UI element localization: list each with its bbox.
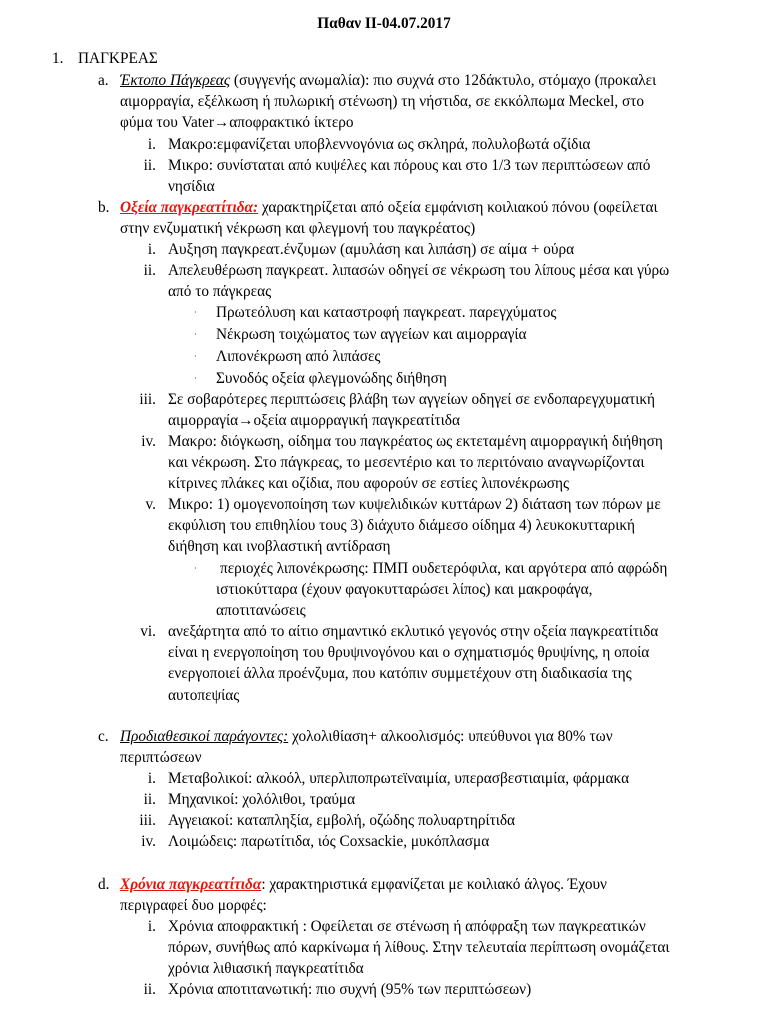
bullet-item: Λιπονέκρωση από λιπάσες: [216, 348, 381, 365]
bullet-dot-icon: ·: [194, 352, 197, 361]
item-b-iii: [168, 389, 738, 431]
item-b-text-2: στην ενζυματική νέκρωση και φλεγμονή του παγκρέατος): [120, 220, 476, 238]
item-b-i-marker: i.: [147, 241, 156, 258]
item-c-marker: c.: [98, 728, 109, 745]
item-b-text-1: χαρακτηρίζεται από οξεία εμφάνιση κοιλιακού πόνου (οφείλεται: [258, 199, 658, 216]
item-a-term: Έκτοπο Πάγκρεας: [120, 72, 231, 89]
item-b-iii-marker: iii.: [139, 391, 156, 408]
item-a-text-2: αιμορραγία, εξέλκωση ή πυλωρική στένωση) τη νήστιδα, σε εκκόλπωμα Meckel, στο: [120, 93, 645, 111]
item-c-i: Μεταβολικοί: αλκοόλ, υπερλιποπρωτεϊναιμία, υπερασβεστιαιμία, φάρμακα: [168, 770, 630, 787]
item-b-iv-line: και νέκρωση. Στο πάγκρεας, το μεσεντέριο και το περιτόναιο αναγνωρίζονται: [168, 454, 645, 472]
item-d-ii-marker: ii.: [143, 981, 156, 998]
item-d-i-line: Χρόνια αποφρακτική : Οφείλεται σε στένωση ή απόφραξη των παγκρεατικών: [168, 918, 646, 935]
item-b-v-line: Μικρο: 1) ομογενοποίηση των κυψελιδικών κυττάρων 2) διάταση των πόρων με: [168, 496, 661, 513]
item-b-v-bullet-line: ιστιοκύτταρα (έχουν φαγοκυτταρώσει λίπος) και μακροφάγα,: [216, 581, 593, 599]
item-a-ii-line: νησίδια: [168, 178, 215, 196]
item-d-marker: d.: [98, 876, 110, 893]
item-a-marker: a.: [98, 72, 109, 89]
item-b-i-line: Αυξηση παγκρεατ.ένζυμων (αμυλάση και λιπάση) σε αίμα + ούρα: [168, 241, 575, 258]
item-b-vi-marker: vi.: [140, 623, 156, 640]
section-number: 1.: [52, 50, 64, 67]
item-b-iv-line: Μακρο: διόγκωση, οίδημα του παγκρέατος ως εκτεταμένη αιμορραγική διήθηση: [168, 433, 663, 450]
item-b-v-line: εκφύλιση του επιθηλίου τους 3) διάχυτο διάμεσο οίδημα 4) λευκοκυτταρική: [168, 517, 636, 535]
item-c-iv-marker: iv.: [141, 833, 156, 850]
item-d-i-line: πόρων, συνήθως από καρκίνωμα ή λίθους. Στην τελευταία περίπτωση ονομάζεται: [168, 939, 670, 957]
item-a-text-3: φύμα του Vater→αποφρακτικό ίκτερο: [120, 114, 354, 132]
item-d-i-line: χρόνια λιθιασική παγκρεατίτιδα: [168, 960, 364, 978]
item-a-text-1: (συγγενής ανωμαλία): πιο συχνά στο 12δάκτυλο, στόμαχο (προκαλει: [230, 72, 657, 89]
item-a-ii: [168, 155, 728, 197]
bullet-dot-icon: ·: [194, 564, 197, 573]
item-c-iv: Λοιμώδεις: παρωτίτιδα, ιός Coxsackie, μυκόπλασμα: [168, 833, 490, 850]
item-b-ii-line: Απελευθέρωση παγκρεατ. λιπασών οδηγεί σε νέκρωση του λίπους μέσα και γύρω: [168, 262, 670, 279]
item-a-i: [168, 134, 728, 155]
item-b-marker: b.: [98, 199, 110, 216]
item-d-text-2: περιγραφεί δυο μορφές:: [120, 897, 267, 915]
item-b: [120, 197, 730, 239]
item-d-term: Χρόνια παγκρεατίτιδα: [120, 876, 262, 893]
item-c-i-marker: i.: [147, 770, 156, 787]
item-a-i-line: Μακρο:εμφανίζεται υποβλεννογόνια ως σκληρά, πολυλοβωτά οζίδια: [168, 136, 591, 153]
item-d-i-marker: i.: [147, 918, 156, 935]
item-b-vi: [168, 621, 743, 706]
item-b-iv-line: κίτρινες πλάκες και οζίδια, που αφορούν σε εστίες λιπονέκρωσης: [168, 475, 570, 493]
item-b-iv-marker: iv.: [141, 433, 156, 450]
section-heading: ΠΑΓΚΡΕΑΣ: [78, 50, 158, 67]
item-b-ii-marker: ii.: [143, 262, 156, 279]
item-c-ii-marker: ii.: [143, 791, 156, 808]
item-d: [120, 874, 730, 916]
item-a-i-marker: i.: [147, 136, 156, 153]
item-b-vi-line: είναι η ενεργοποίηση του θρυψινογόνου και ο σχηματισμός θρυψίνης, η οποία: [168, 644, 650, 662]
item-a-ii-marker: ii.: [143, 157, 156, 174]
item-c: [120, 726, 730, 768]
item-b-v-bullet-line: αποτιτανώσεις: [216, 602, 306, 620]
item-b-i: [168, 239, 728, 260]
item-b-v-bullet-line: περιοχές λιπονέκρωσης: ΠΜΠ ουδετερόφιλα, και αργότερα από αφρώδη: [220, 560, 668, 577]
item-b-v-marker: v.: [145, 496, 156, 513]
item-b-term: Οξεία παγκρεατίτιδα:: [120, 199, 259, 216]
item-b-vi-line: ανεξάρτητα από το αίτιο σημαντικό εκλυτικό γεγονός στην οξεία παγκρεατίτιδα: [168, 623, 659, 640]
item-b-iv: [168, 431, 738, 495]
item-c-ii: Μηχανικοί: χολόλιθοι, τραύμα: [168, 791, 356, 808]
item-c-text-1: χολολιθίαση+ αλκοολισμός: υπεύθυνοι για 80% των: [288, 728, 613, 745]
item-b-ii: [168, 260, 738, 302]
item-b-iii-line: Σε σοβαρότερες περιπτώσεις βλάβη των αγγείων οδηγεί σε ενδοπαρεγχυματική: [168, 391, 656, 408]
bullet-item: Πρωτεόλυση και καταστροφή παγκρεατ. παρεγχύματος: [216, 304, 557, 321]
item-b-v-bullet: [216, 558, 736, 622]
item-c-term: Προδιαθεσικοί παράγοντες:: [120, 728, 289, 745]
item-d-text-1: : χαρακτηριστικά εμφανίζεται με κοιλιακό άλγος. Έχουν: [261, 876, 607, 893]
item-b-v: [168, 494, 738, 558]
item-c-iii: Αγγειακοί: καταπληξία, εμβολή, οζώδης πολυαρτηρίτιδα: [168, 812, 516, 829]
item-d-i: [168, 916, 743, 980]
bullet-dot-icon: ·: [194, 374, 197, 383]
item-b-vi-line: ενεργοποιεί άλλα προένζυμα, που κατόπιν συμμετέχουν στη διαδικασία της: [168, 665, 632, 683]
bullet-item: Συνοδός οξεία φλεγμονώδης διήθηση: [216, 370, 447, 387]
item-c-text-2: περιπτώσεων: [120, 749, 202, 767]
bullet-dot-icon: ·: [194, 308, 197, 317]
item-b-ii-line: από το πάγκρεας: [168, 283, 272, 301]
document-title: Παθαν ΙΙ-04.07.2017: [317, 15, 451, 32]
bullet-item: Νέκρωση τοιχώματος των αγγείων και αιμορραγία: [216, 326, 527, 343]
item-c-iii-marker: iii.: [139, 812, 156, 829]
bullet-dot-icon: ·: [194, 330, 197, 339]
item-b-iii-line: αιμορραγία→οξεία αιμορραγική παγκρεατίτιδα: [168, 412, 460, 430]
item-a-ii-line: Μικρο: συνίσταται από κυψέλες και πόρους και στο 1/3 των περιπτώσεων από: [168, 157, 651, 174]
item-b-vi-line: αυτοπεψίας: [168, 686, 240, 704]
item-b-v-line: διήθηση και ινοβλαστική αντίδραση: [168, 538, 391, 556]
item-d-ii: Χρόνια αποτιτανωτική: πιο συχνή (95% των περιπτώσεων): [168, 981, 532, 998]
item-a: [120, 70, 720, 134]
